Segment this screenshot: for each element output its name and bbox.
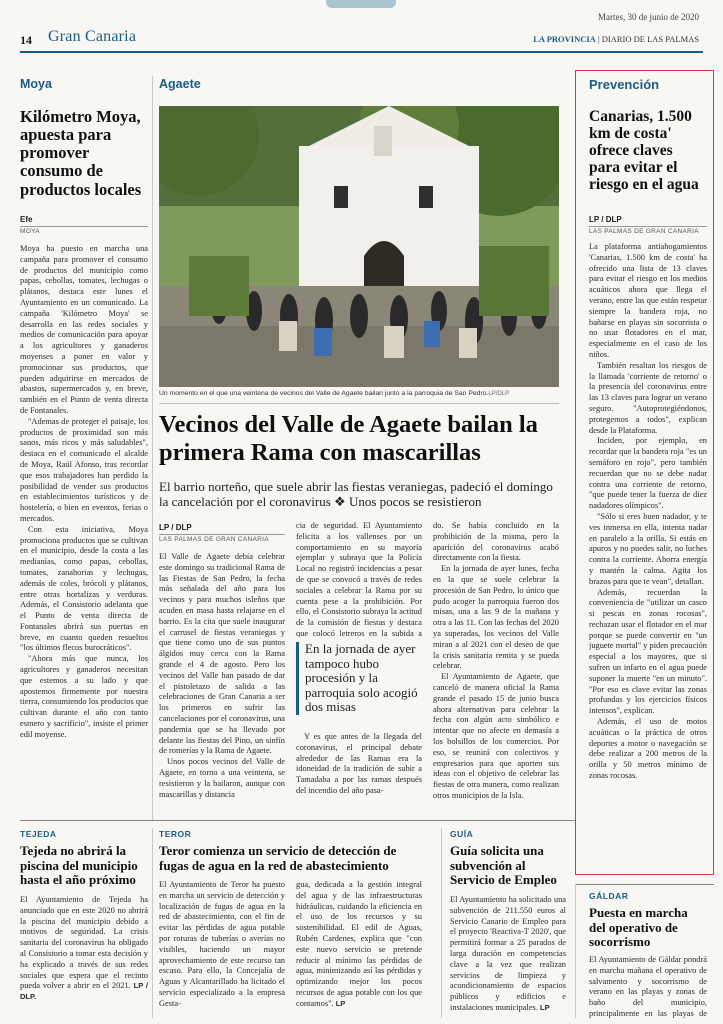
moya-para-4: "Ahora más que nunca, los agricultores y ganaderos necesitan que estemos a su lado y que apostemos firmemente por nuestra tierra, consumiendo los productos que cultivan durante el año con tanto esmero y sacrificio", insiste el primer edil moyense. bbox=[20, 654, 148, 739]
agaete-byline: LP / DLP bbox=[159, 523, 192, 532]
guia-body bbox=[450, 895, 566, 1020]
caption-credit: LP/DLP bbox=[488, 391, 510, 397]
teror-col1: El Ayuntamiento de Teror ha puesto en marcha un servicio de detección y localización de fugas de agua en la red de abastecimiento, con el fin de evitar las pérdidas de agua potable por roturas de tuberías o averías no visibles, haciendo un mayor aprovechamiento de este recurso tan escaso. Para ello, la Concejalía de Aguas y Alcantarillado ha licitado el servicio especializado a la empresa Gesta- bbox=[159, 880, 285, 1008]
column-divider bbox=[441, 828, 442, 1018]
guia-headline: Guía solicita una subvención al Servicio de Empleo bbox=[450, 843, 557, 887]
agaete-place: LAS PALMAS DE GRAN CANARIA bbox=[159, 534, 285, 543]
paper-suffix: | DIARIO DE LAS PALMAS bbox=[597, 34, 699, 44]
prevencion-kicker: Prevención bbox=[589, 77, 660, 92]
prevencion-byline: LP / DLP bbox=[589, 215, 622, 224]
teror-credit: LP bbox=[335, 998, 346, 1008]
pullquote-text: En la jornada de ayer tampoco hubo procesión y la parroquia solo acogió dos misas bbox=[305, 641, 418, 714]
guia-text: El Ayuntamiento ha solicitado una subvención de 211.550 euros al Servicio Canario de Empleo para el proyecto 'Reactiva-T 2020', que permitirá formar a 25 parados de larga duración en competencias clave a la vez que realizan servicios de limpieza y acondicionamiento de espacios públicos y edificios e instalaciones municipales. bbox=[450, 895, 566, 1012]
moya-para-1: Moya ha puesto en marcha una campaña para promover el consumo de productos del municipio como papas, cebollas, tomates, lechugas o plátanos, destaca este lunes el Ayuntamiento en un comunicado. La campaña 'Kilómetro Moya' se desarrolla en las redes sociales y medios de comunicación para apoyar a los agricultores y ganaderos moyenses a poner en valor y promocionar sus productos, que pueden adquirirse en mercados de abastos, supermercados y, en breve, también en el Punto de venta directa de Fontanales. bbox=[20, 244, 148, 415]
column-divider bbox=[152, 76, 153, 821]
moya-para-3: Con esta iniciativa, Moya promociona productos que se cultivan en el municipio, desde la costa a las medianías, como papas, cebollas, tomates, zanahorias y lechugas, además de coles, brócoli y plátanos, entre otras hortalizas y verduras. Además, el Consistorio adelanta que el Punto de venta directa de Fontanales abrirá sus puertas en breve, en cuanto queden resueltos "los últimos flecos burocráticos". bbox=[20, 524, 148, 653]
agaete-col2-top: cia de seguridad. El Ayuntamiento felicita a los vallenses por un comportamiento en su mayoría ejemplar y subraya que la Policía Local no registró incidencias a pesar de que se convocó a través de redes sociales a celebrar la Rama por su cuenta pese a la prohibición. Por ello, el Consistorio subraya la actitud de la comisión de fiestas y destaca que colocó letreros en la subida a bbox=[296, 521, 422, 637]
teror-headline: Teror comienza un servicio de detección de fugas de agua en la red de abastecimiento bbox=[159, 843, 397, 873]
moya-headline: Kilómetro Moya, apuesta para promover consumo de productos locales bbox=[20, 107, 142, 199]
agaete-col1-para-2: Unos pocos vecinos del Valle de Agaete, en torno a una veintena, se resistieron y la bailaron, aunque con mascarillas y distancia bbox=[159, 757, 285, 799]
teror-kicker: TEROR bbox=[159, 829, 192, 839]
prevencion-para-2: También resaltan los riesgos de la llamada 'corriente de retorno' o la presencia del coronavirus entre las 13 claves para lograr un verano seguro. "Autoprotegiéndonos, protegemos a todos", explican desde la Plataforma. bbox=[589, 360, 707, 435]
prevencion-body bbox=[589, 242, 707, 868]
prevencion-para-5: Además, recuerdan la conveniencia de "utilizar un casco si pescas en zonas rocosas", rechazan usar el flotador en el mar porque se puede convertir en "un juguete mortal" y piden precaución especial a los mayores, que si sufren un infarto en el agua puede suponer la muerte "en un minuto". "Por eso es clave evitar las zonas profundas y los ejercicios físicos intensos", explican. bbox=[589, 587, 707, 716]
agaete-col3-para-2: En la jornada de ayer lunes, fecha en la que se suele celebrar la procesión de San Pedro, lo único que pudo acoger la parroquia fueron dos misas, una a las 9 de la mañana y otra a las 11. Con las fechas del 2020 ya superadas, los vecinos del Valle miran a al 2021 con el deseo de que la crisis sanitaria remita y se pueda celebrar. bbox=[433, 564, 559, 671]
tejeda-text: El Ayuntamiento de Tejeda ha anunciado que en este 2020 no abrirá la piscina del municipio debido a motivos de seguridad. La crisis sanitaria del coronavirus ha obligado al Consistorio a tomar esta decisión y ha explicado a través de sus redes sociales que espera que el recinto pueda volver a abrir en el 2021. bbox=[20, 895, 148, 991]
prevencion-place: LAS PALMAS DE GRAN CANARIA bbox=[589, 226, 707, 235]
prevencion-para-4: "Sólo si eres buen nadador, y te ves inmersa en ella, intenta nadar en paralelo a la orilla. Si estás en apuros y no puedes salir, no luches contra la corriente. Ahorra energía y mantén la calma. Agita los brazos para que te vean", detallan. bbox=[589, 511, 707, 586]
top-rule bbox=[20, 51, 703, 53]
agaete-col1-para-1: El Valle de Agaete debía celebrar este domingo su tradicional Rama de las Fiestas de San Pedro, la fecha más señalada del año para los vecinos y para muchos isleños que acuden en masa hasta relajarse en el barrio. Es la cita que suele inaugurar el carrusel de fiestas veraniegas y que tiene como uno de sus puntos álgidos muy cerca con la Rama grande el 4 de agosto. Pero los vecinos del Valle han pasado de dar el pistoletazo de salida a las celebraciones de Gran Canaria a ser los primeros en sufrir las cancelaciones por el coronavirus, una pandemia que se ha llevado por delante las fiestas del Pino, un sinfín de romerías y la Rama de Agaete. bbox=[159, 552, 285, 756]
photo-illustration bbox=[159, 106, 559, 387]
agaete-col3-para-3: El Ayuntamiento de Agaete, que canceló de manera oficial la Rama grande el pasado 15 de junio busca ahora alternativas para celebrar la fecha con algún acto simbólico e intentar que no afecte en demasía a los bolsillos de los comercios. Por eso, se reunirá con colectivos y empresarios para que aporten sus ideas con el objetivo de celebrar las fiestas de otra manera, como realizan otros municipios de la Isla. bbox=[433, 672, 559, 800]
page-number: 14 bbox=[20, 33, 32, 47]
prevencion-headline: Canarias, 1.500 km de costa' ofrece claves para evitar el riesgo en el agua bbox=[589, 108, 699, 193]
guia-kicker: GUÍA bbox=[450, 829, 474, 839]
moya-body bbox=[20, 244, 148, 820]
galdar-headline: Puesta en marcha del operativo de socorrismo bbox=[589, 905, 688, 949]
agaete-col1 bbox=[159, 552, 285, 814]
moya-place: MOYA bbox=[20, 226, 148, 235]
masthead-tab bbox=[326, 0, 396, 8]
paper-brand: LA PROVINCIA bbox=[533, 34, 596, 44]
section-title: Gran Canaria bbox=[48, 28, 137, 45]
prevencion-para-6: Además, el uso de motos acuáticas o la práctica de otros deportes a motor o navegación se debe realizar a 200 metros de la orilla y 50 metros mínimo de zonas rocosas. bbox=[589, 717, 707, 781]
agaete-col2-bottom: Y es que antes de la llegada del coronavirus, el principal debate alrededor de las Ramas era la idoneidad de la tradición de subir a Tamadaba a por las ramas después del incendio del año pasa- bbox=[296, 732, 422, 795]
tejeda-headline: Tejeda no abrirá la piscina del municipio hasta el año próximo bbox=[20, 843, 138, 887]
guia-credit: LP bbox=[540, 1002, 550, 1012]
issue-date: Martes, 30 de junio de 2020 bbox=[598, 12, 699, 22]
moya-para-2: "Ademas de proteger el paisaje, los productos de proximidad son más sanos, más ricos y más saludables", destaca en el comunicado el alcalde de Moya, Raúl Afonso, tras recordar que esos trabajadores han perdido la posibilidad de vender sus productos en establecimientos turísticos y de hostelería, o bien en eventos, ferias o mercados. bbox=[20, 416, 148, 523]
galdar-text: El Ayuntamiento de Gáldar pondrá en marcha mañana el operativo de salvamento y socorrismo de verano en las playas y zonas de baño del municipio, principalmente en las playas de bbox=[589, 955, 707, 1018]
agaete-pullquote bbox=[296, 642, 422, 715]
bottom-strip-rule-right bbox=[575, 884, 714, 885]
galdar-kicker: GÁLDAR bbox=[589, 891, 629, 901]
moya-byline: Efe bbox=[20, 215, 33, 224]
bottom-strip-rule bbox=[20, 820, 575, 821]
prevencion-para-1: La plataforma antiahogamientos 'Canarias, 1.500 km de costa' ha ofrecido una lista de 13 claves para evitar el riesgo en los medios acuáticos ahora que llega el verano, entre las que están respetar siempre la bandera roja, no bañarse en playas sin socorrista o no usar flotadores en el mar, especialmente en el caso de los niños. bbox=[589, 242, 707, 359]
agaete-subhead: El barrio norteño, que suele abrir las fiestas veraniegas, padeció el domingo la cancelación por el coronavirus ❖ Unos pocos se resistieron bbox=[159, 479, 553, 509]
agaete-photo bbox=[159, 106, 559, 387]
column-divider bbox=[152, 828, 153, 1018]
caption-rule bbox=[159, 403, 559, 404]
agaete-headline: Vecinos del Valle de Agaete bailan la primera Rama con mascarillas bbox=[159, 411, 538, 466]
paper-name bbox=[533, 34, 699, 44]
prevencion-para-3: Inciden, por ejemplo, en recordar que la bandera roja "es un semáforo en rojo", pero también recuerdan que no se debe nadar contra una corriente de retorno, "que puede tener la fuerza de diez nadadores olímpicos". bbox=[589, 436, 707, 511]
galdar-body bbox=[589, 955, 707, 1021]
photo-caption bbox=[159, 390, 559, 397]
caption-text: Un momento en el que una veintena de vecinos del Valle de Agaete bailan junto a la parroquia de San Pedro. bbox=[159, 390, 489, 397]
teror-col2 bbox=[296, 880, 422, 1020]
agaete-kicker: Agaete bbox=[159, 77, 201, 91]
tejeda-body bbox=[20, 895, 148, 1020]
moya-kicker: Moya bbox=[20, 77, 52, 91]
column-divider bbox=[575, 884, 576, 1018]
agaete-col3 bbox=[433, 521, 559, 814]
agaete-col3-para-1: do. Se había concluido en la prohibición de la misma, pero la aparición del coronavirus acabó directamente con la fiesta. bbox=[433, 521, 559, 563]
tejeda-credit: LP / DLP. bbox=[20, 981, 148, 1002]
teror-text-2: gua, dedicada a la gestión integral del agua y de las infraestructuras hidráulicas, cuidando la eficiencia en el uso de los recursos y su sostenibilidad. El edil de Aguas, Rubén Cardenes, explica que "con este nuevo servicio se pretende reducir al mínimo las pérdidas de agua, minimizando así las pérdidas y optimizando mejor los pocos recursos de agua potable con los que contamos". bbox=[296, 880, 422, 1008]
tejeda-kicker: TEJEDA bbox=[20, 829, 57, 839]
